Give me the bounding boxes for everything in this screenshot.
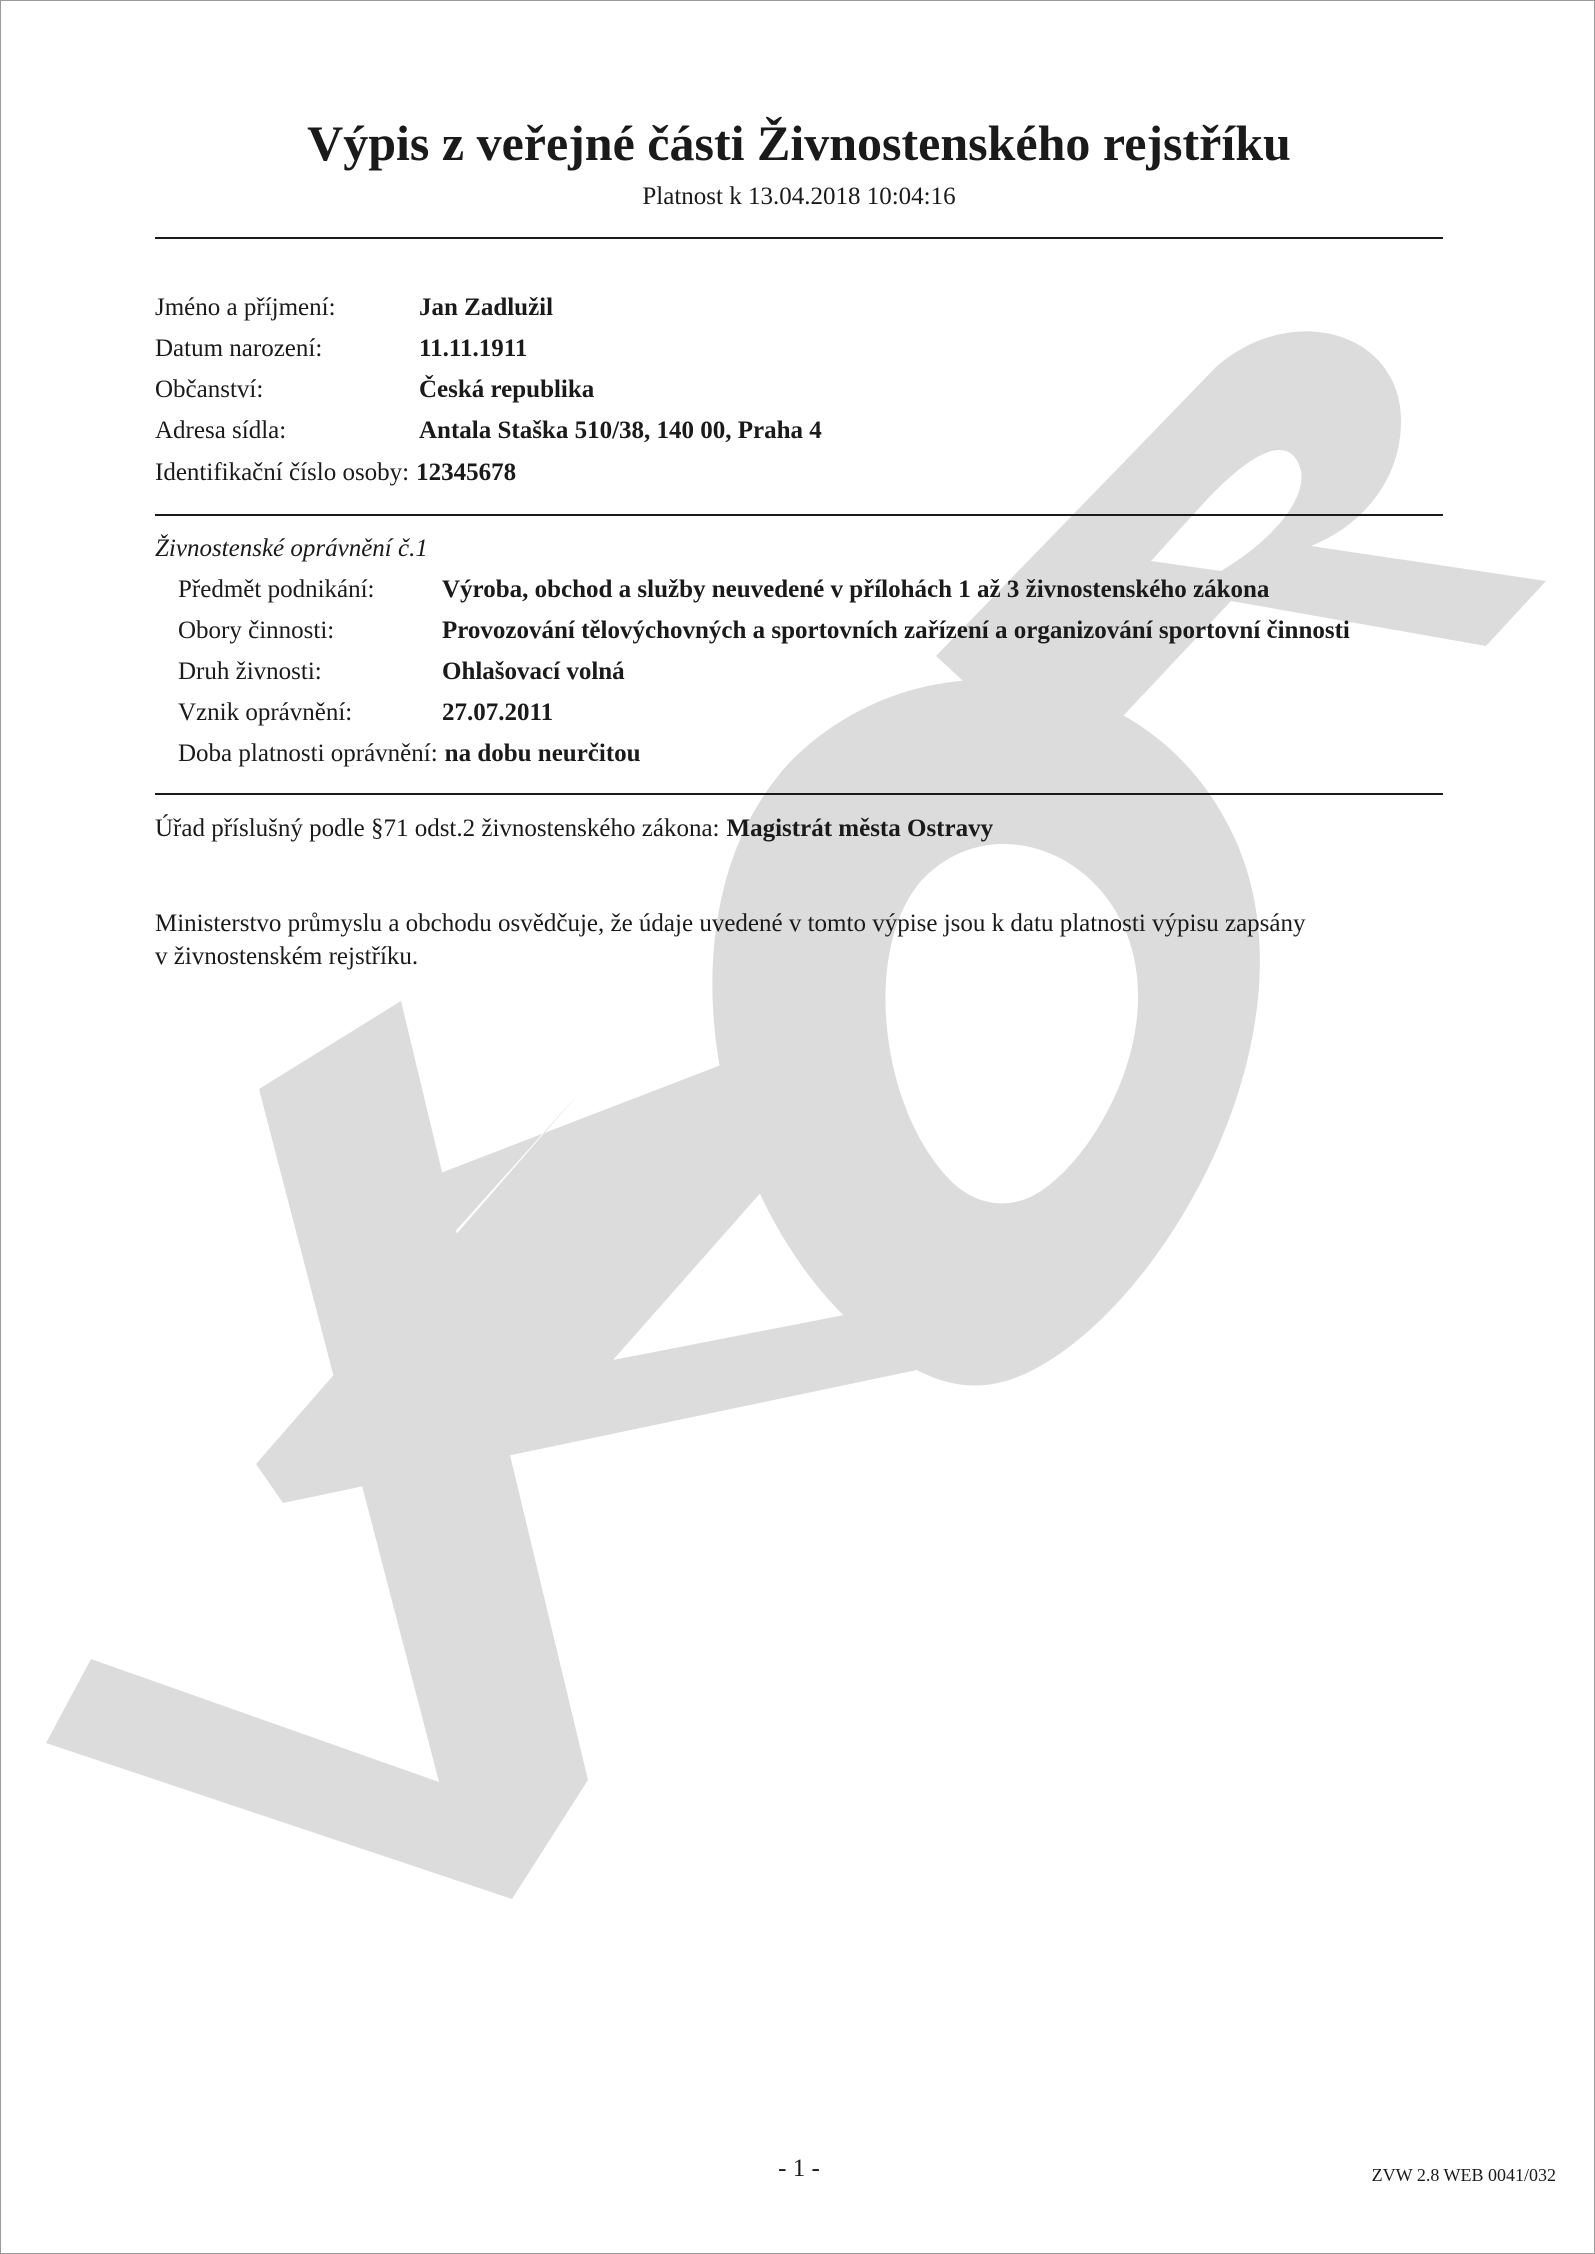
id-number-value: 12345678 xyxy=(416,459,517,486)
watermark-letter-r xyxy=(936,331,1546,776)
certification-line-1: Ministerstvo průmyslu a obchodu osvědčuje, že údaje uvedené v tomto výpise jsou k datu platnosti výpisu zapsány xyxy=(155,910,1306,937)
license-origin-label: Vznik oprávnění: xyxy=(178,699,353,726)
page-number: - 1 - xyxy=(778,2155,820,2182)
validity-timestamp: Platnost k 13.04.2018 10:04:16 xyxy=(642,183,956,210)
trade-type-value: Ohlašovací volná xyxy=(442,658,625,685)
row-competent-office xyxy=(155,813,993,845)
certification-paragraph xyxy=(155,907,1443,973)
license-origin-value: 27.07.2011 xyxy=(442,699,554,726)
row-business-subject xyxy=(178,574,1269,606)
competent-office-value: Magistrát města Ostravy xyxy=(726,815,994,842)
row-id-number xyxy=(155,457,516,489)
address-label: Adresa sídla: xyxy=(155,417,287,444)
divider xyxy=(155,514,1443,516)
citizenship-value: Česká republika xyxy=(419,376,595,403)
activity-fields-value: Provozování tělovýchovných a sportovních zařízení a organizování sportovní činnosti xyxy=(442,617,1350,644)
watermark-letter-o xyxy=(712,680,1260,1386)
activity-fields-label: Obory činnosti: xyxy=(178,617,335,644)
citizenship-label: Občanství: xyxy=(155,376,264,403)
row-address xyxy=(155,415,822,447)
document-title: Výpis z veřejné části Živnostenského rejstříku xyxy=(307,115,1291,171)
address-value: Antala Staška 510/38, 140 00, Praha 4 xyxy=(419,417,822,444)
row-name xyxy=(155,292,553,324)
form-code: ZVW 2.8 WEB 0041/032 xyxy=(1371,2165,1556,2185)
birth-date-value: 11.11.1911 xyxy=(419,335,528,362)
row-activity-fields xyxy=(178,615,1350,647)
birth-date-label: Datum narození: xyxy=(155,335,323,362)
row-license-duration xyxy=(178,738,641,770)
certification-line-2: v živnostenském rejstříku. xyxy=(155,943,419,970)
trade-type-label: Druh živnosti: xyxy=(178,658,322,685)
divider xyxy=(155,793,1443,795)
license-duration-label: Doba platnosti oprávnění: xyxy=(178,740,438,767)
row-trade-type xyxy=(178,656,625,688)
license-section-title: Živnostenské oprávnění č.1 xyxy=(155,535,428,562)
name-value: Jan Zadlužil xyxy=(419,294,554,321)
license-duration-value: na dobu neurčitou xyxy=(444,740,641,767)
row-birth-date xyxy=(155,333,527,365)
id-number-label: Identifikační číslo osoby: xyxy=(155,459,410,486)
row-license-origin xyxy=(178,697,553,729)
competent-office-label: Úřad příslušný podle §71 odst.2 živnostenského zákona: xyxy=(155,815,720,842)
divider xyxy=(155,237,1443,239)
business-subject-value: Výroba, obchod a služby neuvedené v přílohách 1 až 3 živnostenského zákona xyxy=(442,576,1270,603)
row-citizenship xyxy=(155,374,594,406)
name-label: Jméno a příjmení: xyxy=(155,294,336,321)
business-subject-label: Předmět podnikání: xyxy=(178,576,375,603)
